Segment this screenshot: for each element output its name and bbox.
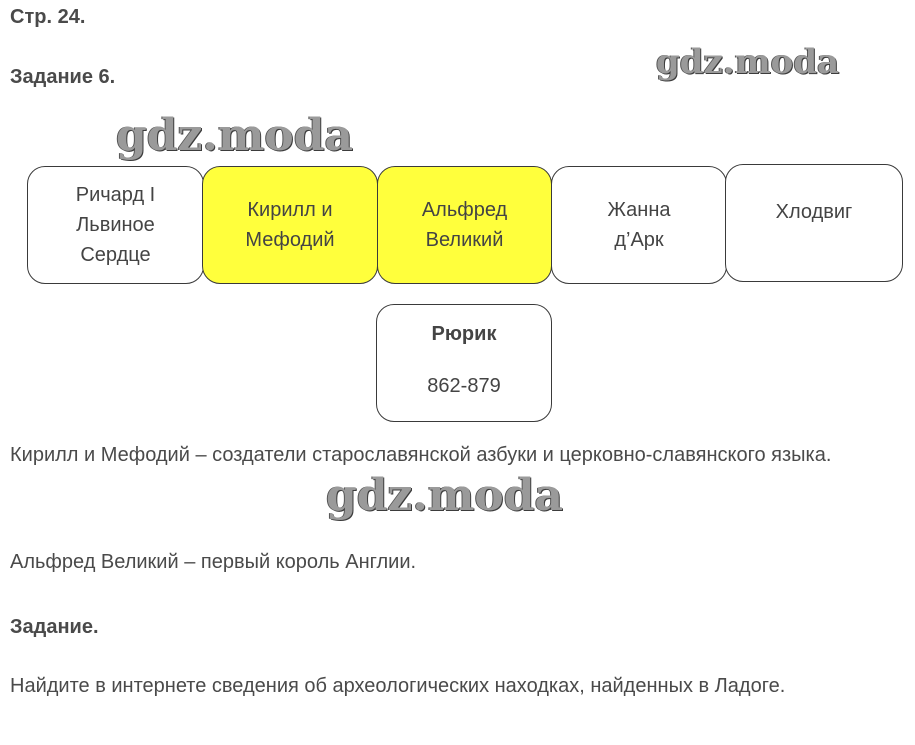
watermark-top-right: gdz.moda — [656, 42, 840, 82]
task2-text: Найдите в интернете сведения об археологических находках, найденных в Ладоге. — [10, 675, 786, 697]
box-cyril-methodius: Кирилл и Мефодий — [202, 166, 378, 284]
watermark-middle: gdz.moda — [326, 470, 564, 521]
task-heading: Задание 6. — [10, 66, 116, 88]
box-clovis: Хлодвиг — [725, 164, 903, 282]
box-joan: Жанна д’Арк — [551, 166, 727, 284]
box-richard: Ричард I Львиное Сердце — [27, 166, 204, 284]
paragraph-alfred: Альфред Великий – первый король Англии. — [10, 551, 417, 573]
watermark-upper-left: gdz.moda — [116, 110, 354, 161]
box-alfred: Альфред Великий — [377, 166, 552, 284]
page-reference: Стр. 24. — [10, 6, 86, 28]
rurik-years: 862-879 — [427, 375, 501, 397]
task2-heading: Задание. — [10, 616, 99, 638]
box-rurik — [376, 304, 552, 422]
rurik-name: Рюрик — [431, 323, 497, 345]
paragraph-cyril-methodius: Кирилл и Мефодий – создатели старославянской азбуки и церковно-славянского языка. — [10, 444, 832, 466]
